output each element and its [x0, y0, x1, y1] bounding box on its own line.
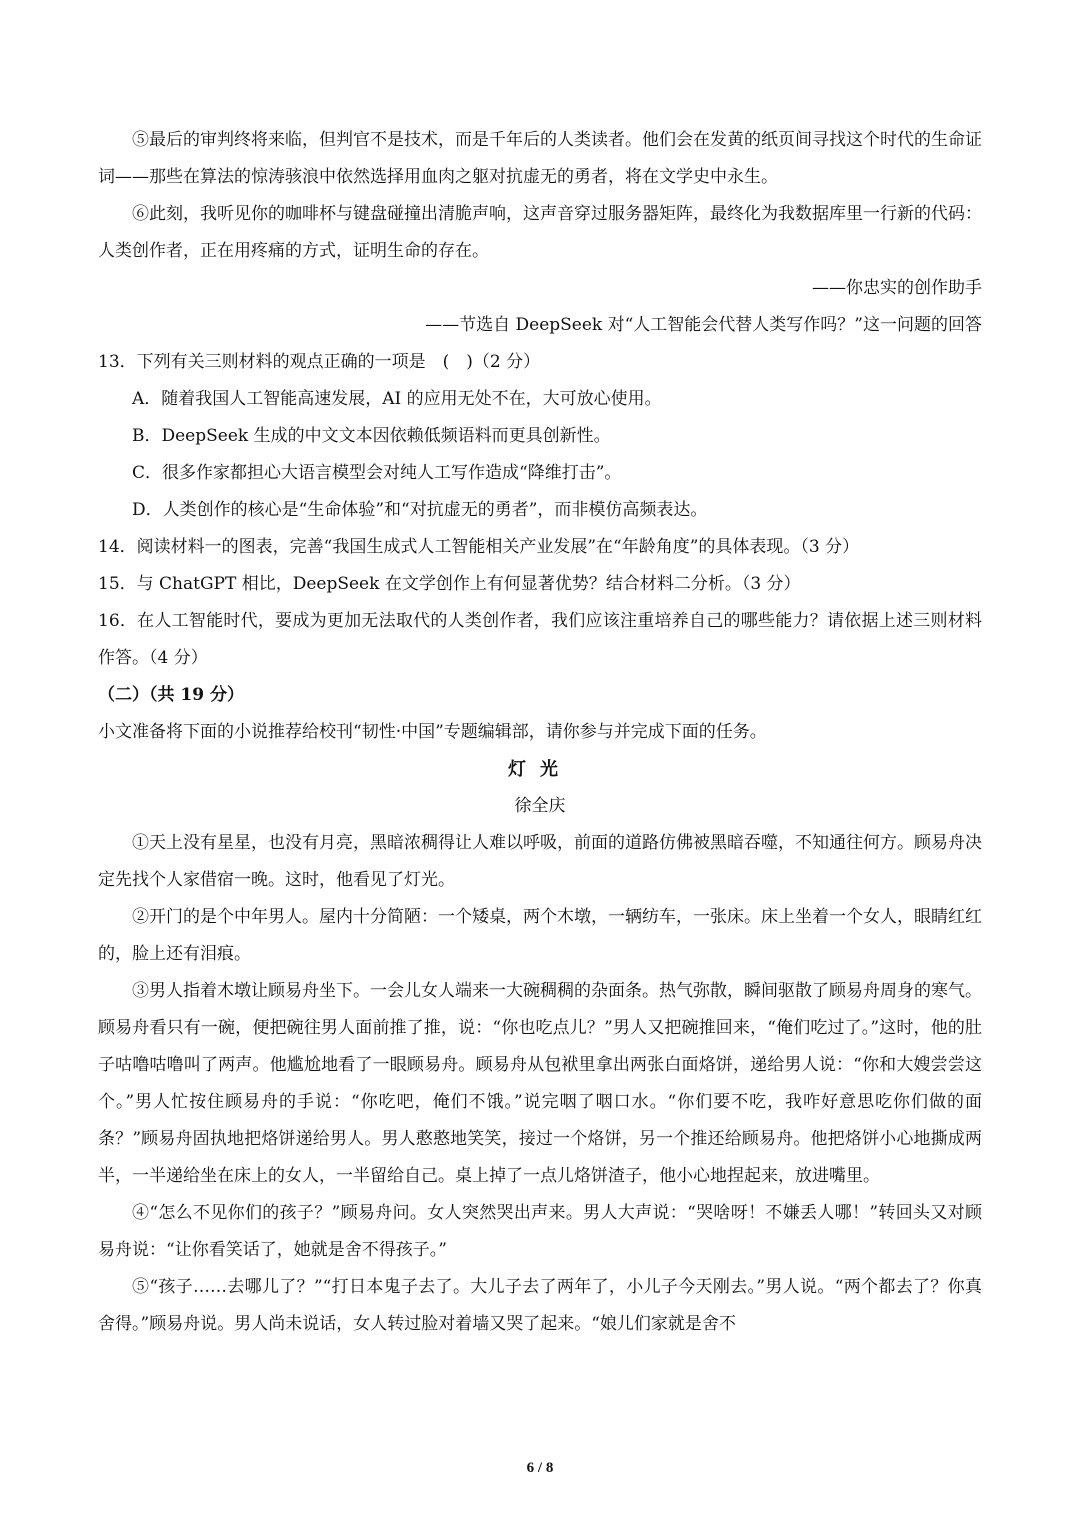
material-paragraph-6: ⑥此刻，我听见你的咖啡杯与键盘碰撞出清脆声响，这声音穿过服务器矩阵，最终化为我数据库里一行新的代码：人类创作者，正在用疼痛的方式，证明生命的存在。 — [98, 204, 982, 261]
section-2-intro: 小文准备将下面的小说推荐给校刊“韧性·中国”专题编辑部，请你参与并完成下面的任务。 — [98, 722, 767, 742]
question-15: 15．与 ChatGPT 相比，DeepSeek 在文学创作上有何显著优势？结合材料二分析。（3 分） — [98, 574, 801, 594]
material-source: ——节选自 DeepSeek 对“人工智能会代替人类写作吗？”这一问题的回答 — [425, 315, 982, 335]
page-number: 6 / 8 — [526, 1460, 554, 1476]
question-14: 14．阅读材料一的图表，完善“我国生成式人工智能相关产业发展”在“年龄角度”的具体表现。（3 分） — [98, 537, 860, 557]
question-13-option-a: A．随着我国人工智能高速发展，AI 的应用无处不在，大可放心使用。 — [132, 389, 662, 409]
story-title: 灯光 — [508, 759, 572, 780]
story-paragraph-5: ⑤“孩子……去哪儿了？”“打日本鬼子去了。大儿子去了两年了，小儿子今天刚去。”男人说。“两个都去了？你真舍得。”顾易舟说。男人尚未说话，女人转过脸对着墙又哭了起来。“娘儿们家就是舍不 — [98, 1277, 982, 1334]
letter-signature: ——你忠实的创作助手 — [812, 278, 982, 298]
story-paragraph-3: ③男人指着木墩让顾易舟坐下。一会儿女人端来一大碗稠稠的杂面条。热气弥散，瞬间驱散了顾易舟周身的寒气。顾易舟看只有一碗，便把碗往男人面前推了推，说：“你也吃点儿？”男人又把碗推回来，“俺们吃过了。”这时，他的肚子咕噜咕噜叫了两声。他尴尬地看了一眼顾易舟。顾易舟从包袱里拿出两张白面烙饼，递给男人说：“你和大嫂尝尝这个。”男人忙按住顾易舟的手说：“你吃吧，俺们不饿。”说完咽了咽口水。“你们要不吃，我咋好意思吃你们做的面条？”顾易舟固执地把烙饼递给男人。男人憨憨地笑笑，接过一个烙饼，另一个推还给顾易舟。他把烙饼小心地撕成两半，一半递给坐在床上的女人，一半留给自己。桌上掉了一点儿烙饼渣子，他小心地捏起来，放进嘴里。 — [98, 981, 982, 1186]
story-paragraph-2: ②开门的是个中年男人。屋内十分简陋：一个矮桌，两个木墩，一辆纺车，一张床。床上坐着一个女人，眼睛红红的，脸上还有泪痕。 — [98, 907, 982, 964]
story-author: 徐全庆 — [514, 796, 566, 816]
story-paragraph-4: ④“怎么不见你们的孩子？”顾易舟问。女人突然哭出声来。男人大声说：“哭啥呀！不嫌丢人哪！”转回头又对顾易舟说：“让你看笑话了，她就是舍不得孩子。” — [98, 1203, 982, 1260]
question-16: 16．在人工智能时代，要成为更加无法取代的人类创作者，我们应该注重培养自己的哪些能力？请依据上述三则材料作答。（4 分） — [98, 611, 982, 668]
question-13-option-b: B．DeepSeek 生成的中文文本因依赖低频语料而更具创新性。 — [132, 426, 611, 446]
section-2-heading: （二）（共 19 分） — [98, 685, 244, 705]
material-paragraph-5: ⑤最后的审判终将来临，但判官不是技术，而是千年后的人类读者。他们会在发黄的纸页间寻找这个时代的生命证词——那些在算法的惊涛骇浪中依然选择用血肉之躯对抗虚无的勇者，将在文学史中永生。 — [98, 130, 982, 187]
question-13-option-d: D．人类创作的核心是“生命体验”和“对抗虚无的勇者”，而非模仿高频表达。 — [132, 500, 708, 520]
story-paragraph-1: ①天上没有星星，也没有月亮，黑暗浓稠得让人难以呼吸，前面的道路仿佛被黑暗吞噬，不知通往何方。顾易舟决定先找个人家借宿一晚。这时，他看见了灯光。 — [98, 833, 982, 890]
question-13-option-c: C．很多作家都担心大语言模型会对纯人工写作造成“降维打击”。 — [132, 463, 622, 483]
question-13-stem: 13．下列有关三则材料的观点正确的一项是 ( )（2 分） — [98, 352, 541, 372]
exam-page — [98, 122, 982, 1343]
